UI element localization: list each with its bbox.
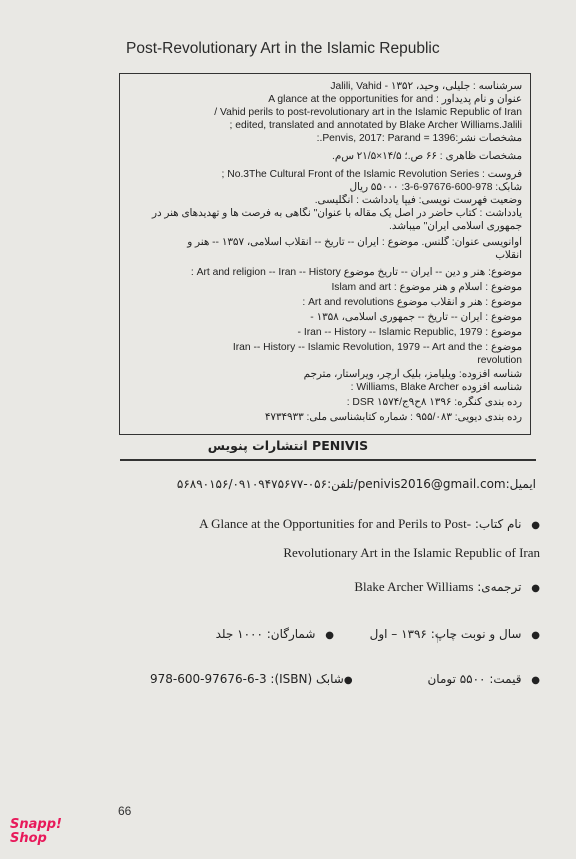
cip-line-author: سرشناسه : جلیلی، وحید، ۱۳۵۲ - Jalili, Vahid xyxy=(330,81,522,92)
divider-line xyxy=(120,459,536,461)
cip-line-physical: مشخصات ظاهری : ۶۶ ص.؛ ۱۴/۵×۲۱/۵ س‌م. xyxy=(331,151,522,162)
cip-line-editor: ; edited, translated and annotated by Blake Archer Williams.Jalili xyxy=(229,120,522,131)
field-isbn-label: شابک (ISBN): xyxy=(270,672,344,686)
page-number: 66 xyxy=(118,804,132,818)
cip-line-status: وضعیت فهرست نویسی: فیپا یادداشت : انگلیسی. xyxy=(314,195,522,206)
cip-line-subject-islam-art: موضوع : اسلام و هنر موضوع : Islam and art xyxy=(331,282,522,293)
cip-line-note: یادداشت : کتاب حاضر در اصل یک مقاله با عنوان" نگاهی به فرصت ها و تهدیدهای هنر در xyxy=(151,208,522,219)
cip-line-dewey: رده بندی دیویی: ۹۵۵/۰۸۳ : شماره کتابشناسی ملی: ۴۷۳۴۹۳۳ xyxy=(264,412,522,423)
field-translator xyxy=(120,579,540,595)
cip-line-transliteration: آوانویسی عنوان: گلنس. موضوع : ایران -- تاریخ -- انقلاب اسلامی، ۱۳۵۷ -- هنر و xyxy=(187,237,522,248)
cip-line-lc-class: رده بندی کنگره: ۱۳۹۶ ۸ح۹ج/DSR ۱۵۷۴ : xyxy=(346,397,522,408)
cip-line-subject-iran-history-en: موضوع : Iran -- History -- Islamic Republic, 1979 - xyxy=(297,327,522,338)
cip-line-subject-revolution: موضوع : Iran -- History -- Islamic Revolution, 1979 -- Art and the xyxy=(232,342,522,353)
bullet-icon: ● xyxy=(531,520,540,531)
cip-line-subject-iran-history-fa: موضوع : ایران -- تاریخ -- جمهوری اسلامی، ۱۳۵۸ - xyxy=(310,312,522,323)
cip-line-isbn: شابک: 978-600-97676-6-3: ۵۵۰۰۰ ریال xyxy=(349,182,522,193)
field-edition: سال و نوبت چاپ: ۱۳۹۶ – اول xyxy=(369,627,522,641)
snapp-shop-logo xyxy=(10,818,62,846)
cip-line-series: فروست : No.3The Cultural Front of the Islamic Revolution Series ; xyxy=(221,169,522,180)
field-book-title xyxy=(120,516,540,532)
field-price xyxy=(427,672,540,686)
field-translator-label: ترجمه‌ی: xyxy=(477,580,522,594)
cip-line-subject-revolutions: موضوع : هنر و انقلاب موضوع Art and revolutions : xyxy=(302,297,522,308)
field-isbn xyxy=(150,672,353,686)
cip-line-note-cont: جمهوری اسلامی ایران" میباشد. xyxy=(389,221,522,232)
field-isbn-value: 978-600-97676-6-3 xyxy=(150,672,267,686)
field-translator-value: Blake Archer Williams xyxy=(354,579,474,594)
cip-line-title-cont: / Vahid perils to post-revolutionary art in the Islamic Republic of Iran xyxy=(214,107,522,118)
cip-line-title: عنوان و نام پدیدآور : A glance at the opportunities for and xyxy=(268,94,522,105)
publisher-name: انتشارات پنویس PENIVIS xyxy=(207,438,369,453)
cip-line-subject-revolution-cont: revolution xyxy=(477,355,522,366)
page-header-title: Post-Revolutionary Art in the Islamic Republic xyxy=(126,40,440,57)
cip-line-added-entry-en: شناسه افزوده Williams, Blake Archer : xyxy=(350,382,522,393)
field-book-title-value: A Glance at the Opportunities for and Perils to Post- xyxy=(199,516,472,531)
field-book-title-label: نام کتاب: xyxy=(474,517,522,531)
field-print-run: شمارگان: ۱۰۰۰ جلد xyxy=(215,627,316,641)
bullet-icon: ● xyxy=(343,675,353,686)
field-edition-row xyxy=(120,627,540,641)
cip-line-transliteration-cont: انقلاب xyxy=(495,250,522,261)
cip-line-added-entry-fa: شناسه افزوده: ویلیامز، بلیک آرچر، ویراستار، مترجم xyxy=(303,369,522,380)
cataloging-in-publication-box xyxy=(119,73,531,435)
cip-line-subject-art-religion: موضوع: هنر و دین -- ایران -- تاریخ موضوع Art and religion -- Iran -- History : xyxy=(190,267,522,278)
field-book-title-continued: Revolutionary Art in the Islamic Republic of Iran xyxy=(283,545,540,560)
bullet-icon: ● xyxy=(531,630,540,641)
contact-info: ایمیل:penivis2016@gmail.com/تلفن:۰۵۶-۵۶۸۹۰۱۵۶/۰۹۱۰۹۴۷۵۶۷۷ xyxy=(176,477,536,491)
logo-line-1: Snapp! xyxy=(10,817,62,832)
field-price-value: قیمت: ۵۵۰۰ تومان xyxy=(427,672,522,686)
logo-line-2: Shop xyxy=(10,831,47,846)
bullet-icon: ● xyxy=(325,630,334,641)
bullet-icon: ● xyxy=(531,675,540,686)
cip-line-publication: مشخصات نشر:Penvis, 2017: Parand = 1396.: xyxy=(316,133,522,144)
bullet-icon: ● xyxy=(531,583,540,594)
